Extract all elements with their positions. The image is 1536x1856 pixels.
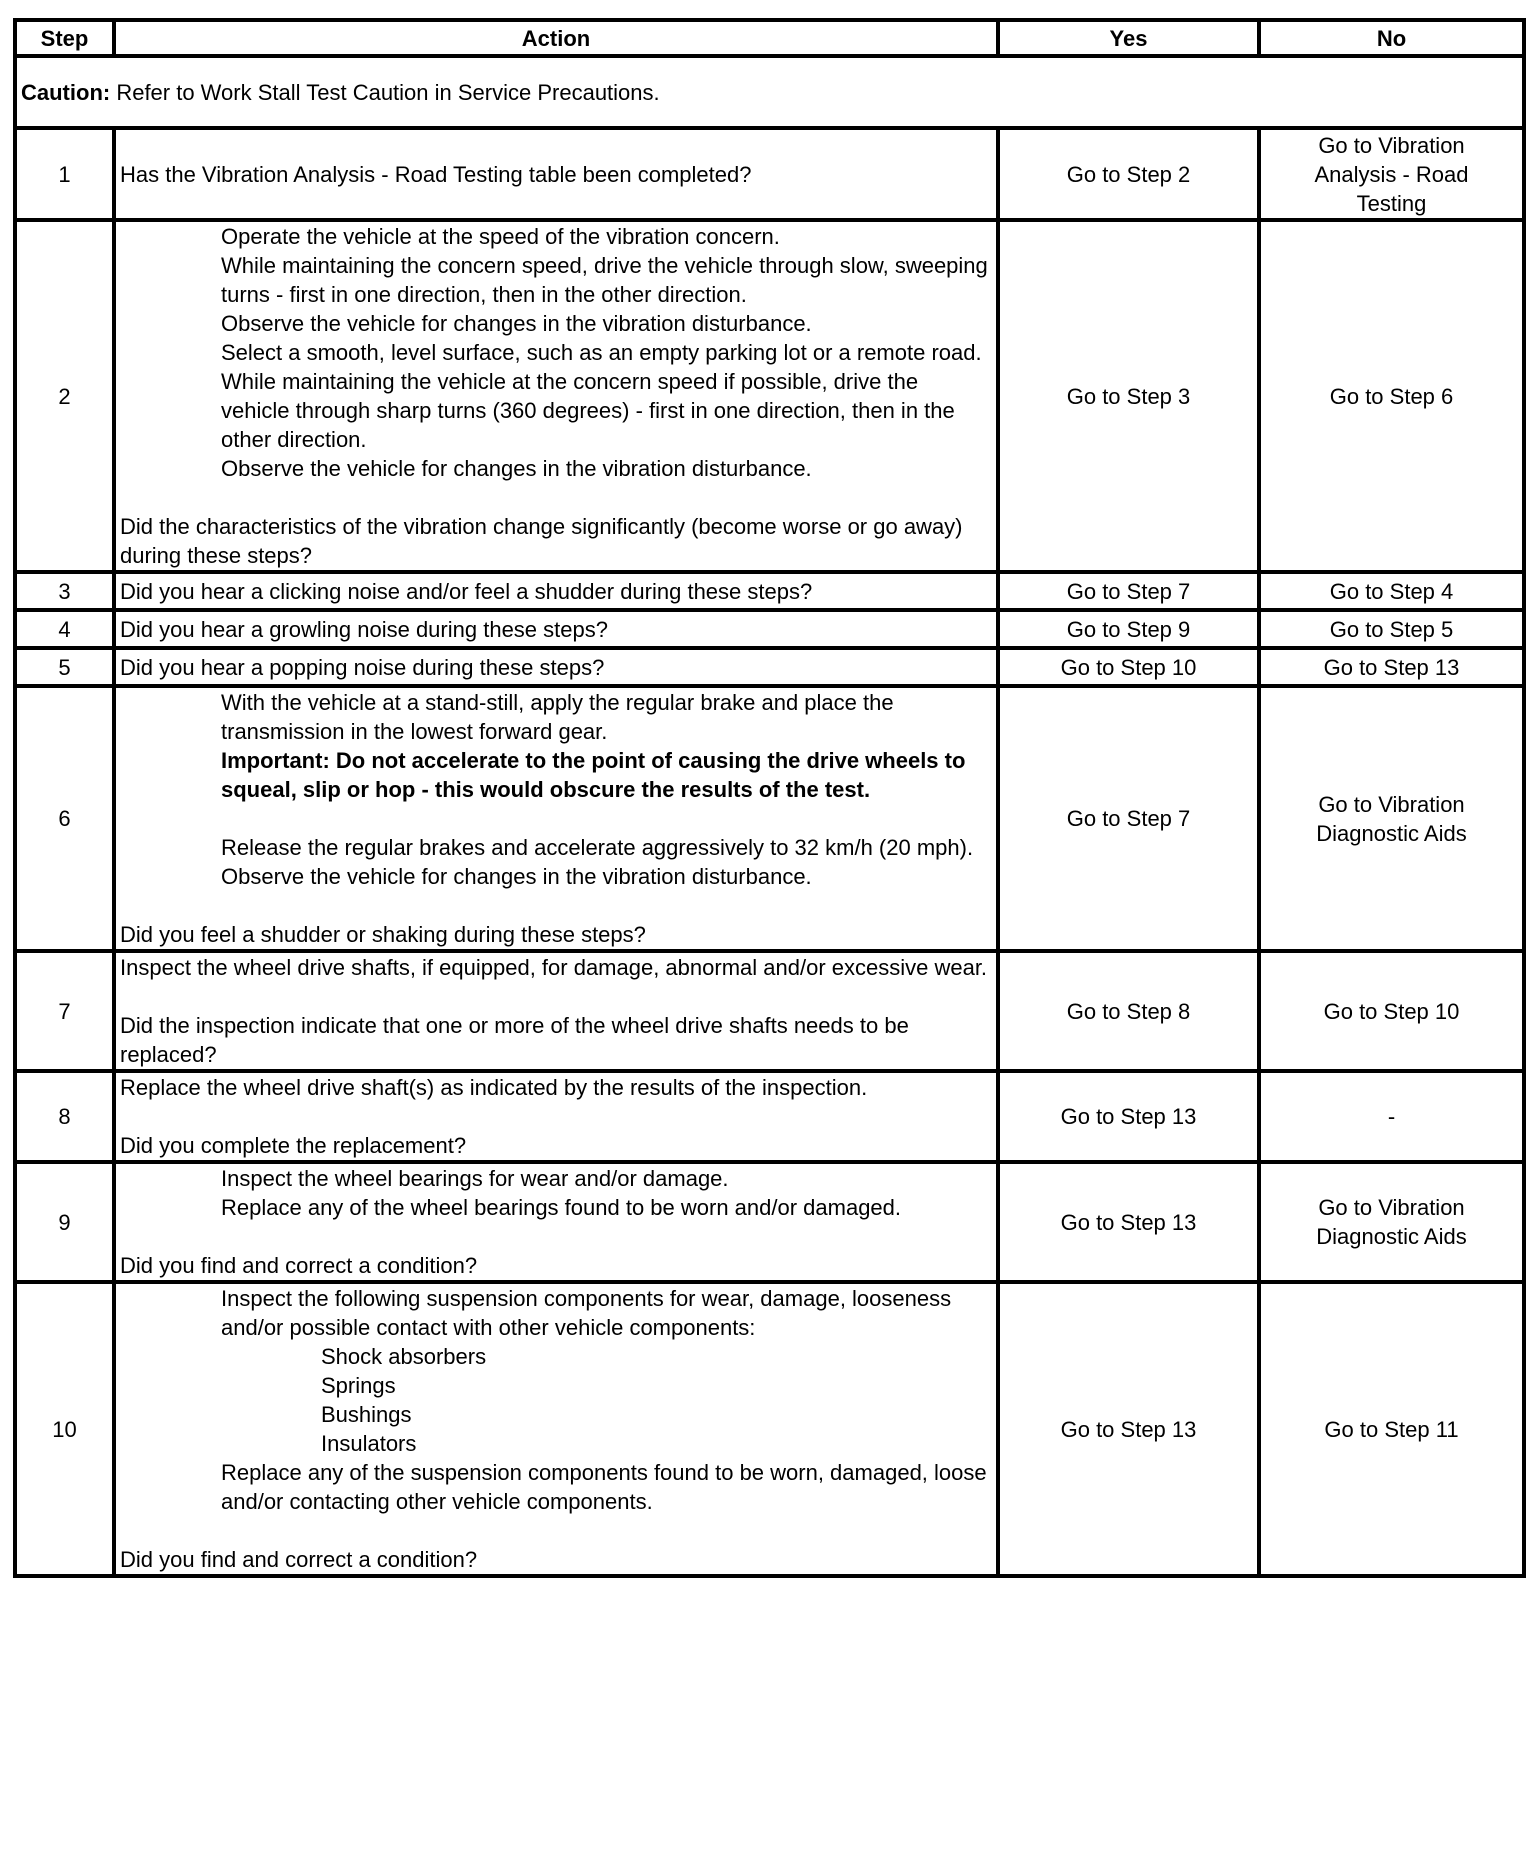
action-cell	[114, 648, 998, 686]
no-text: Go to Vibration Analysis - Road Testing	[1314, 132, 1469, 216]
question-text: Has the Vibration Analysis - Road Testing table been completed?	[120, 161, 752, 187]
question-text: Did you hear a popping noise during these steps?	[120, 654, 605, 680]
table-row	[15, 951, 1524, 1071]
yes-cell: Go to Step 10	[998, 648, 1259, 686]
instruction-item: Observe the vehicle for changes in the vibration disturbance.	[221, 311, 812, 336]
action-cell	[114, 128, 998, 220]
caution-text: Refer to Work Stall Test Caution in Service Precautions.	[110, 79, 660, 105]
action-cell	[114, 572, 998, 610]
no-cell: Go to Step 4	[1259, 572, 1524, 610]
step-number: 2	[15, 220, 114, 572]
question-text: Did the inspection indicate that one or more of the wheel drive shafts needs to be replaced?	[120, 1013, 909, 1067]
no-text: Go to Vibration Diagnostic Aids	[1316, 1195, 1467, 1249]
instruction-text: Inspect the wheel drive shafts, if equipped, for damage, abnormal and/or excessive wear.	[120, 955, 988, 980]
no-cell: Go to Step 11	[1259, 1282, 1524, 1576]
instruction-item: Release the regular brakes and accelerate aggressively to 32 km/h (20 mph).	[221, 835, 974, 860]
step-number: 5	[15, 648, 114, 686]
caution-label: Caution:	[21, 79, 111, 105]
yes-cell: Go to Step 13	[998, 1071, 1259, 1162]
instruction-item: Observe the vehicle for changes in the vibration disturbance.	[221, 456, 812, 481]
yes-cell: Go to Step 13	[998, 1162, 1259, 1282]
component-item: Bushings	[321, 1402, 412, 1427]
component-item: Insulators	[321, 1431, 417, 1456]
caution-row	[15, 56, 1524, 128]
question-text: Did the characteristics of the vibration change significantly (become worse or go away) during these steps?	[120, 514, 963, 568]
table-row	[15, 648, 1524, 686]
step-number: 8	[15, 1071, 114, 1162]
header-row	[15, 20, 1524, 56]
table-row	[15, 572, 1524, 610]
question-text: Did you hear a clicking noise and/or feel a shudder during these steps?	[120, 578, 813, 604]
no-cell: Go to Step 13	[1259, 648, 1524, 686]
no-cell: -	[1259, 1071, 1524, 1162]
question-text: Did you hear a growling noise during these steps?	[120, 616, 608, 642]
action-cell	[114, 951, 998, 1071]
action-cell	[114, 1071, 998, 1162]
yes-cell: Go to Step 7	[998, 686, 1259, 951]
question-text: Did you complete the replacement?	[120, 1133, 467, 1158]
header-step: Step	[15, 20, 114, 56]
header-no: No	[1259, 20, 1524, 56]
table-row	[15, 686, 1524, 951]
instruction-item: While maintaining the concern speed, drive the vehicle through slow, sweeping turns - first in one direction, then in the other direction.	[221, 253, 988, 307]
instruction-item: Inspect the wheel bearings for wear and/or damage.	[221, 1166, 729, 1191]
action-cell	[114, 1282, 998, 1576]
action-cell	[114, 1162, 998, 1282]
step-number: 7	[15, 951, 114, 1071]
instruction-item: Select a smooth, level surface, such as an empty parking lot or a remote road.	[221, 340, 982, 365]
table-row	[15, 220, 1524, 572]
no-cell	[1259, 1162, 1524, 1282]
yes-cell: Go to Step 9	[998, 610, 1259, 648]
instruction-item: While maintaining the vehicle at the concern speed if possible, drive the vehicle through sharp turns (360 degrees) - first in one direction, then in the other direction.	[221, 369, 955, 452]
instruction-item: Observe the vehicle for changes in the vibration disturbance.	[221, 864, 812, 889]
yes-cell: Go to Step 13	[998, 1282, 1259, 1576]
instruction-item: Replace any of the suspension components found to be worn, damaged, loose and/or contacting other vehicle components.	[221, 1460, 987, 1514]
yes-cell: Go to Step 7	[998, 572, 1259, 610]
caution-cell	[15, 56, 1524, 128]
no-cell	[1259, 686, 1524, 951]
table-row	[15, 128, 1524, 220]
no-cell: Go to Step 5	[1259, 610, 1524, 648]
header-yes: Yes	[998, 20, 1259, 56]
step-number: 9	[15, 1162, 114, 1282]
yes-cell: Go to Step 2	[998, 128, 1259, 220]
diagnostic-table	[13, 18, 1526, 1578]
table-row	[15, 1162, 1524, 1282]
important-note: Important: Do not accelerate to the point of causing the drive wheels to squeal, slip or hop - this would obscure the results of the test.	[221, 748, 966, 802]
yes-cell: Go to Step 3	[998, 220, 1259, 572]
step-number: 4	[15, 610, 114, 648]
table-row	[15, 1071, 1524, 1162]
component-item: Shock absorbers	[321, 1344, 487, 1369]
component-item: Springs	[321, 1373, 396, 1398]
instruction-item: With the vehicle at a stand-still, apply the regular brake and place the transmission in the lowest forward gear.	[221, 690, 894, 744]
action-cell	[114, 220, 998, 572]
instruction-text: Replace the wheel drive shaft(s) as indicated by the results of the inspection.	[120, 1075, 868, 1100]
no-cell	[1259, 128, 1524, 220]
action-cell	[114, 686, 998, 951]
step-number: 6	[15, 686, 114, 951]
action-cell	[114, 610, 998, 648]
table-row	[15, 1282, 1524, 1576]
step-number: 1	[15, 128, 114, 220]
instruction-item: Operate the vehicle at the speed of the vibration concern.	[221, 224, 780, 249]
question-text: Did you feel a shudder or shaking during these steps?	[120, 922, 646, 947]
no-cell: Go to Step 6	[1259, 220, 1524, 572]
question-text: Did you find and correct a condition?	[120, 1547, 478, 1572]
instruction-item: Replace any of the wheel bearings found to be worn and/or damaged.	[221, 1195, 902, 1220]
header-action: Action	[114, 20, 998, 56]
table-row	[15, 610, 1524, 648]
no-text: Go to Vibration Diagnostic Aids	[1316, 791, 1467, 846]
no-cell: Go to Step 10	[1259, 951, 1524, 1071]
instruction-item: Inspect the following suspension components for wear, damage, looseness and/or possible contact with other vehicle components:	[221, 1286, 952, 1340]
step-number: 10	[15, 1282, 114, 1576]
step-number: 3	[15, 572, 114, 610]
yes-cell: Go to Step 8	[998, 951, 1259, 1071]
question-text: Did you find and correct a condition?	[120, 1253, 478, 1278]
